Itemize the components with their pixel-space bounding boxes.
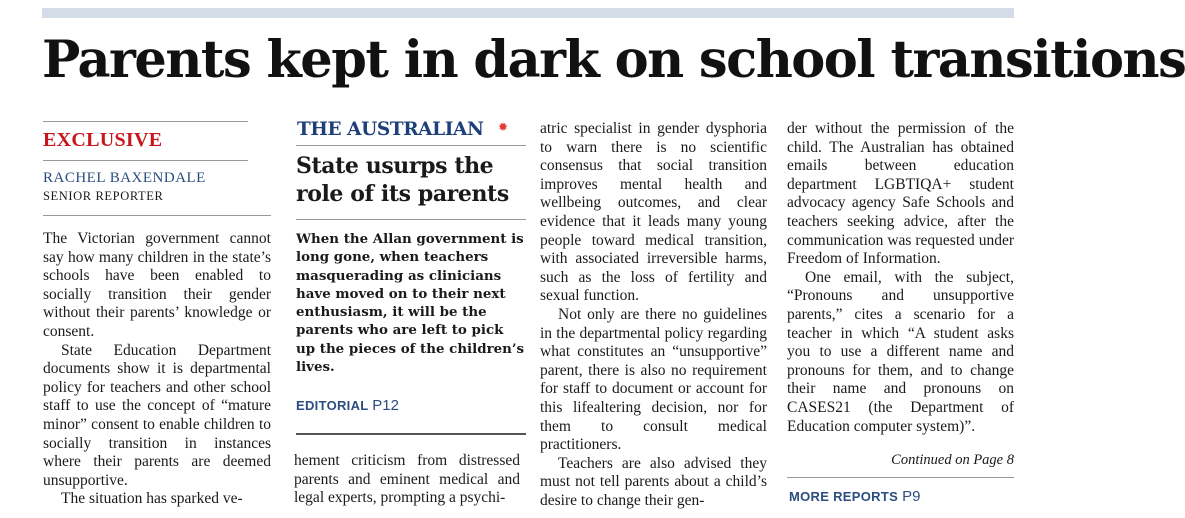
article-column-1	[43, 230, 271, 509]
article-column-2	[294, 452, 520, 508]
star-icon: ✹	[498, 120, 509, 134]
author-name: RACHEL BAXENDALE	[43, 170, 206, 186]
exclusive-label: EXCLUSIVE	[43, 129, 163, 151]
column-rule	[787, 477, 1014, 478]
editorial-label: EDITORIAL	[296, 398, 369, 413]
paragraph: atric specialist in gender dysphoria to warn there is no scientific consensus that social transition improves mental health and wellbeing outcomes, and clear evidence that it leads many young people toward medical transition, with associated irreversible harms, such as the loss of fertility and sexual function.	[540, 120, 767, 305]
paragraph: The Victorian government cannot say how many children in the state’s schools have been enabled to socially transition their gender without their parents’ knowledge or consent.	[43, 230, 271, 340]
article-column-4	[787, 120, 1014, 436]
article-column-3	[540, 120, 767, 510]
panel-title: State usurps the role of its parents	[296, 153, 509, 207]
paragraph: Teachers are also advised they must not tell parents about a child’s desire to change their gen-	[540, 454, 767, 509]
editorial-reference	[296, 397, 399, 415]
panel-body: When the Allan government is long gone, when teachers masquerading as clinicians have moved on to their next enthusiasm, it will be the parents who are left to pick up the pieces of the children’s lives.	[296, 231, 525, 376]
top-color-bar	[42, 8, 1014, 18]
paragraph: State Education Department documents show it is departmental policy for teachers and other school staff to use the concept of “mature minor” consent to enable children to socially transition in instances where their parents are deemed unsupportive.	[43, 341, 271, 489]
paragraph: The situation has sparked ve-	[61, 490, 243, 508]
more-reports-label: MORE REPORTS	[789, 489, 899, 504]
paragraph: One email, with the subject, “Pronouns and unsupportive parents,” cites a scenario for a teacher in which “A student asks you to use a different name and pronouns for them, and to change their name and pronouns on CASES21 (the Department of Education computer system)”.	[787, 268, 1014, 435]
editorial-page: P12	[372, 397, 399, 414]
panel-rule	[296, 145, 526, 146]
column-rule	[43, 121, 248, 122]
more-reports-reference	[789, 488, 920, 506]
the-australian-logo: THE AUSTRALIAN	[297, 119, 484, 140]
paragraph: der without the permission of the child. The Australian has obtained emails between education department LGBTIQA+ student advocacy agency Safe Schools and teachers seeking advice, after the communication was requested under Freedom of Information.	[787, 120, 1014, 268]
panel-rule	[296, 219, 526, 220]
more-reports-page: P9	[902, 488, 921, 505]
author-role: SENIOR REPORTER	[43, 189, 164, 203]
panel-bottom-rule	[296, 433, 526, 435]
headline: Parents kept in dark on school transitions	[42, 30, 1185, 90]
column-rule	[43, 215, 271, 216]
paragraph: Not only are there no guidelines in the departmental policy regarding what constitutes an “unsupportive” parent, there is also no requirement for staff to document or account for this lifealtering decision, nor for them to consult medical practitioners.	[540, 305, 767, 454]
paragraph: hement criticism from distressed parents and eminent medical and legal experts, prompting a psychi-	[294, 452, 520, 507]
continued-note: Continued on Page 8	[891, 452, 1014, 468]
column-rule	[43, 160, 248, 161]
